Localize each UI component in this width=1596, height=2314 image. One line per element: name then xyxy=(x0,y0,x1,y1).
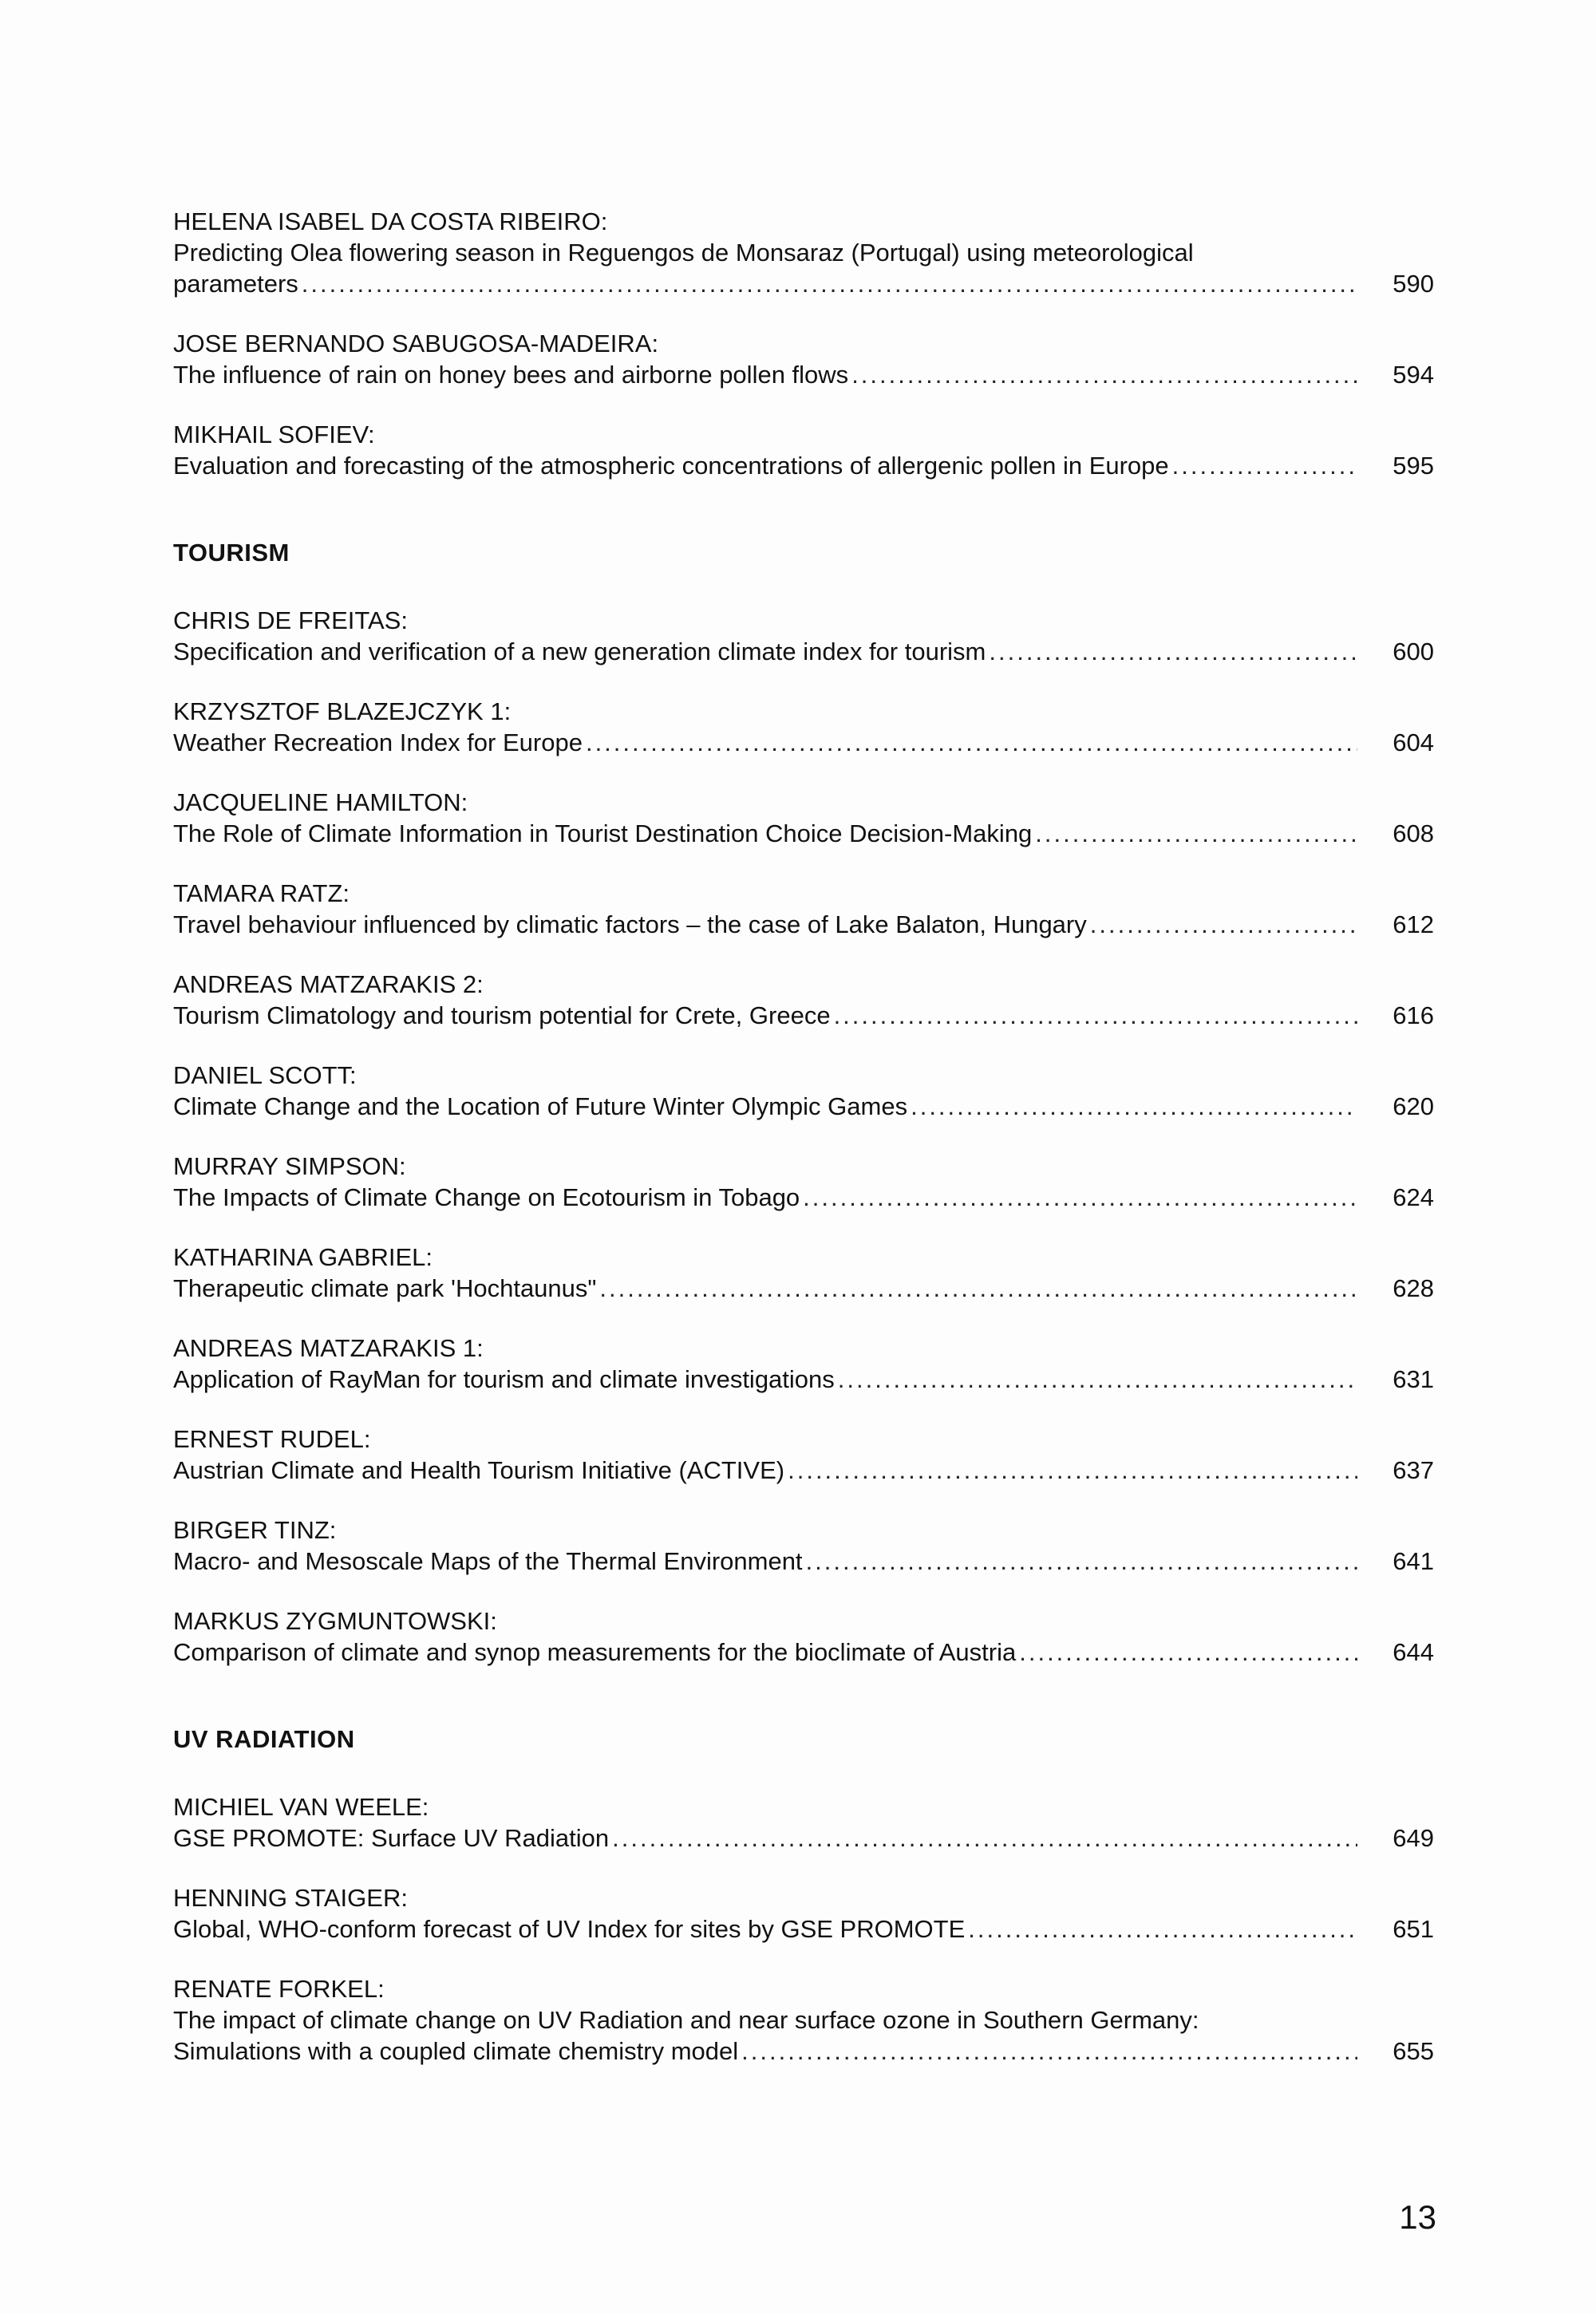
entry-title: Climate Change and the Location of Future Winter Olympic Games xyxy=(173,1092,908,1120)
entry-author: ERNEST RUDEL: xyxy=(173,1425,371,1453)
entry-author: KRZYSZTOF BLAZEJCZYK 1: xyxy=(173,697,512,725)
page-number: 13 xyxy=(1399,2198,1436,2236)
toc-entry xyxy=(173,206,1434,299)
entry-title: parameters xyxy=(173,270,298,298)
entry-author: HENNING STAIGER: xyxy=(173,1884,408,1912)
entry-title: Specification and verification of a new generation climate index for tourism xyxy=(173,638,986,665)
entry-title-final-line xyxy=(173,1546,1434,1577)
dot-leader xyxy=(1090,909,1357,940)
entry-page-number: 608 xyxy=(1393,819,1434,847)
entry-author: MICHIEL VAN WEELE: xyxy=(173,1793,429,1821)
entry-title-final-line xyxy=(173,1822,1434,1854)
toc-entry xyxy=(173,1151,1434,1213)
dot-leader xyxy=(1019,1637,1357,1668)
toc-entry xyxy=(173,969,1434,1031)
entry-page-number: 655 xyxy=(1393,2037,1434,2065)
toc-entry xyxy=(173,1424,1434,1486)
entry-title-final-line xyxy=(173,268,1434,299)
entry-title-final-line xyxy=(173,2036,1434,2067)
entry-page-number: 612 xyxy=(1393,910,1434,938)
entry-page-number: 649 xyxy=(1393,1824,1434,1852)
entry-page-number: 624 xyxy=(1393,1183,1434,1211)
entry-title: Application of RayMan for tourism and climate investigations xyxy=(173,1365,835,1393)
entry-title: Macro- and Mesoscale Maps of the Thermal Environment xyxy=(173,1547,803,1575)
dot-leader xyxy=(741,2036,1357,2067)
dot-leader xyxy=(968,1913,1357,1945)
toc-entry xyxy=(173,1882,1434,1945)
dot-leader xyxy=(834,1000,1357,1031)
entry-title-final-line xyxy=(173,1182,1434,1213)
entry-title: Evaluation and forecasting of the atmospheric concentrations of allergenic pollen in Europe xyxy=(173,452,1169,480)
dot-leader xyxy=(302,268,1357,299)
toc-entry xyxy=(173,696,1434,758)
entry-author: JOSE BERNANDO SABUGOSA-MADEIRA: xyxy=(173,330,659,357)
toc-entry xyxy=(173,878,1434,940)
entry-title: Simulations with a coupled climate chemistry model xyxy=(173,2037,739,2065)
entry-author: BIRGER TINZ: xyxy=(173,1516,337,1544)
entry-title: Therapeutic climate park 'Hochtaunus" xyxy=(173,1274,597,1302)
toc-entry xyxy=(173,1242,1434,1304)
entry-title: Travel behaviour influenced by climatic factors – the case of Lake Balaton, Hungary xyxy=(173,910,1087,938)
entry-author: ANDREAS MATZARAKIS 2: xyxy=(173,970,484,998)
entry-title: The Impacts of Climate Change on Ecotourism in Tobago xyxy=(173,1183,800,1211)
entry-title: The influence of rain on honey bees and airborne pollen flows xyxy=(173,361,849,389)
entry-title: Comparison of climate and synop measurements for the bioclimate of Austria xyxy=(173,1638,1017,1666)
entry-page-number: 651 xyxy=(1393,1915,1434,1943)
entry-page-number: 631 xyxy=(1393,1365,1434,1393)
entry-title-final-line xyxy=(173,359,1434,390)
toc-entry xyxy=(173,1791,1434,1854)
entry-author: MURRAY SIMPSON: xyxy=(173,1152,406,1180)
entry-title: Tourism Climatology and tourism potential for Crete, Greece xyxy=(173,1001,831,1029)
toc-entry xyxy=(173,1973,1434,2067)
entry-title-final-line xyxy=(173,1091,1434,1122)
entry-title-line: The impact of climate change on UV Radiation and near surface ozone in Southern Germany: xyxy=(173,2006,1199,2034)
entry-page-number: 628 xyxy=(1393,1274,1434,1302)
toc-entry xyxy=(173,787,1434,849)
toc-entry xyxy=(173,1514,1434,1577)
entry-author: RENATE FORKEL: xyxy=(173,1975,385,2003)
entry-page-number: 590 xyxy=(1393,270,1434,298)
dot-leader xyxy=(1035,818,1357,849)
entry-title-final-line xyxy=(173,450,1434,481)
toc-entry xyxy=(173,419,1434,481)
entry-title-final-line xyxy=(173,727,1434,758)
entry-page-number: 620 xyxy=(1393,1092,1434,1120)
entry-title-line: Predicting Olea flowering season in Reguengos de Monsaraz (Portugal) using meteorological xyxy=(173,239,1194,267)
entry-author: MARKUS ZYGMUNTOWSKI: xyxy=(173,1607,497,1635)
entry-author: CHRIS DE FREITAS: xyxy=(173,606,408,634)
entry-title: Weather Recreation Index for Europe xyxy=(173,729,583,756)
entry-page-number: 616 xyxy=(1393,1001,1434,1029)
entry-title-final-line xyxy=(173,1913,1434,1945)
dot-leader xyxy=(803,1182,1357,1213)
entry-page-number: 637 xyxy=(1393,1456,1434,1484)
entry-title-final-line xyxy=(173,1364,1434,1395)
entry-title: Austrian Climate and Health Tourism Initiative (ACTIVE) xyxy=(173,1456,785,1484)
dot-leader xyxy=(838,1364,1357,1395)
entry-page-number: 600 xyxy=(1393,638,1434,665)
toc-entry xyxy=(173,605,1434,667)
toc-entry xyxy=(173,328,1434,390)
entry-author: DANIEL SCOTT: xyxy=(173,1061,357,1089)
entry-title-final-line xyxy=(173,1637,1434,1668)
entry-page-number: 594 xyxy=(1393,361,1434,389)
dot-leader xyxy=(612,1822,1357,1854)
toc-entry xyxy=(173,1605,1434,1668)
entry-page-number: 644 xyxy=(1393,1638,1434,1666)
entry-author: MIKHAIL SOFIEV: xyxy=(173,421,375,448)
entry-author: HELENA ISABEL DA COSTA RIBEIRO: xyxy=(173,207,608,235)
entry-page-number: 641 xyxy=(1393,1547,1434,1575)
dot-leader xyxy=(806,1546,1357,1577)
dot-leader xyxy=(788,1455,1357,1486)
entry-author: TAMARA RATZ: xyxy=(173,879,350,907)
entry-author: KATHARINA GABRIEL: xyxy=(173,1243,433,1271)
table-of-contents xyxy=(173,206,1434,2067)
entry-title: GSE PROMOTE: Surface UV Radiation xyxy=(173,1824,610,1852)
section-heading: UV RADIATION xyxy=(173,1725,355,1753)
dot-leader xyxy=(989,636,1357,667)
section-heading: TOURISM xyxy=(173,539,290,567)
toc-entry xyxy=(173,1060,1434,1122)
entry-title: The Role of Climate Information in Tourist Destination Choice Decision-Making xyxy=(173,819,1033,847)
entry-title-final-line xyxy=(173,818,1434,849)
entry-page-number: 595 xyxy=(1393,452,1434,480)
entry-author: JACQUELINE HAMILTON: xyxy=(173,788,468,816)
dot-leader xyxy=(851,359,1357,390)
entry-title-final-line xyxy=(173,1455,1434,1486)
dot-leader xyxy=(911,1091,1357,1122)
entry-title-final-line xyxy=(173,1000,1434,1031)
entry-page-number: 604 xyxy=(1393,729,1434,756)
entry-title-final-line xyxy=(173,1273,1434,1304)
dot-leader xyxy=(586,727,1357,758)
entry-title-final-line xyxy=(173,636,1434,667)
entry-title: Global, WHO-conform forecast of UV Index for sites by GSE PROMOTE xyxy=(173,1915,966,1943)
toc-entry xyxy=(173,1333,1434,1395)
dot-leader xyxy=(1172,450,1357,481)
entry-title-final-line xyxy=(173,909,1434,940)
entry-author: ANDREAS MATZARAKIS 1: xyxy=(173,1334,484,1362)
dot-leader xyxy=(599,1273,1357,1304)
